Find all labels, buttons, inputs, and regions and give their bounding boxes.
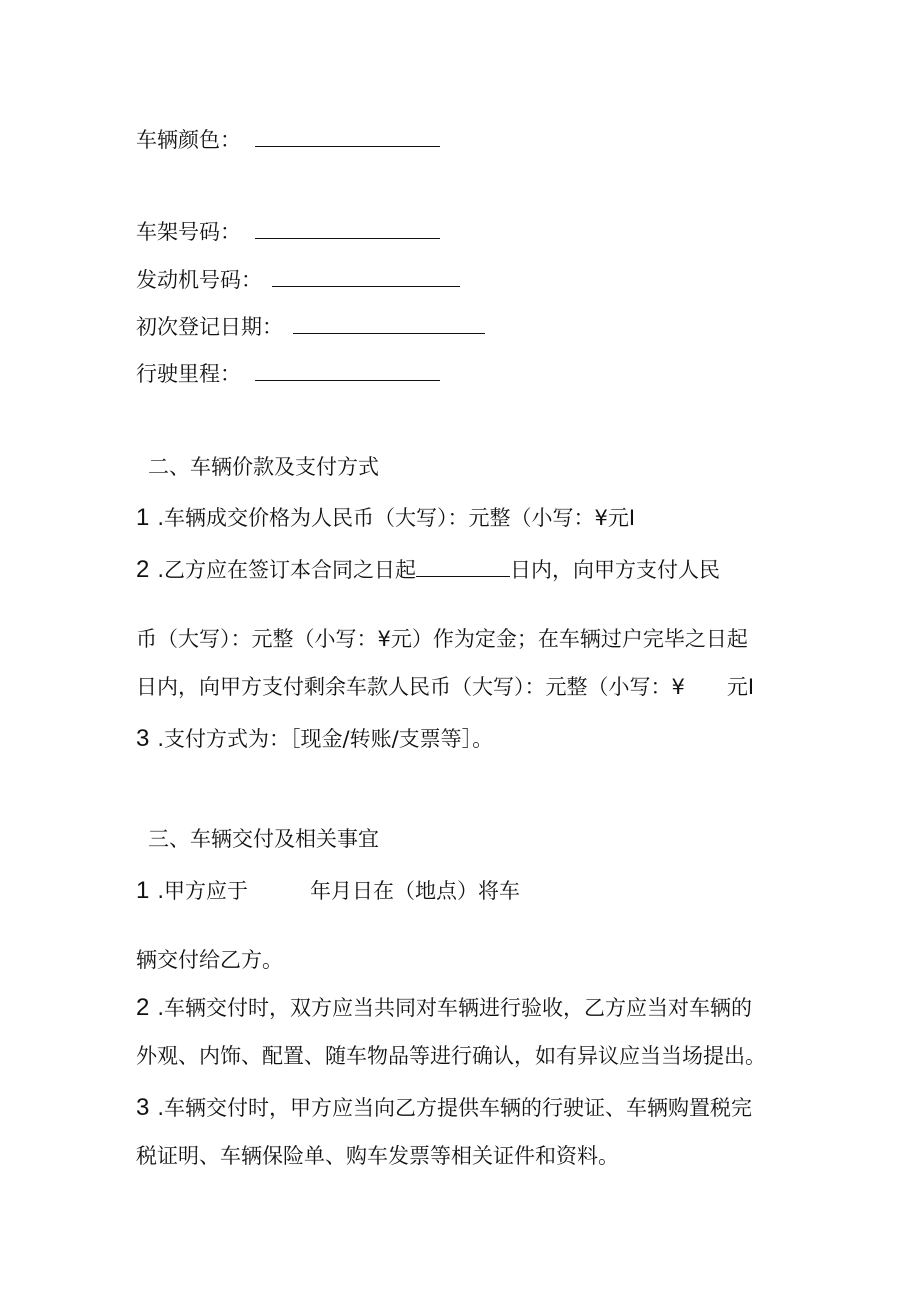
section2-item1-number: 1 [136, 504, 150, 531]
vehicle-color-blank [255, 126, 440, 147]
section3-item3-text: .车辆交付时，甲方应当向乙方提供车辆的行驶证、车辆购置税完 [157, 1096, 753, 1120]
section3-item1-text-b: 年月日在（地点）将车 [310, 879, 521, 903]
section3-item3 [136, 1094, 752, 1122]
mileage-label: 行驶里程： [136, 362, 241, 386]
first-registration-row [136, 313, 485, 341]
section3-item1-text-a: .甲方应于 [157, 879, 249, 903]
section2-item2 [136, 556, 720, 584]
vehicle-color-row [136, 126, 440, 154]
engine-number-label: 发动机号码： [136, 268, 262, 292]
section2-item2-cont1: 币（大写）：元整（小写：¥元）作为定金；在车辆过户完毕之日起 [136, 627, 748, 651]
first-registration-label: 初次登记日期： [136, 315, 283, 339]
section3-item2 [136, 994, 752, 1022]
section3-item3-cont: 税证明、车辆保险单、购车发票等相关证件和资料。 [136, 1144, 619, 1168]
section3-item1-number: 1 [136, 877, 150, 904]
section3-item1 [136, 877, 520, 905]
vehicle-color-label: 车辆颜色： [136, 128, 241, 152]
section2-item1 [136, 504, 635, 532]
section2-heading: 二、车辆价款及支付方式 [148, 455, 379, 479]
frame-number-row [136, 218, 440, 246]
section2-item3-number: 3 [136, 725, 150, 752]
mileage-row [136, 360, 440, 388]
section2-item3 [136, 725, 493, 753]
section2-days-blank [416, 556, 510, 577]
section3-item2-cont: 外观、内饰、配置、随车物品等进行确认，如有异议应当当场提出。 [136, 1044, 766, 1068]
section3-item1-cont: 辆交付给乙方。 [136, 948, 283, 972]
section3-item3-number: 3 [136, 1094, 150, 1121]
section2-item1-text: .车辆成交价格为人民币（大写）：元整（小写：¥元I [157, 506, 636, 530]
engine-number-blank [272, 266, 460, 287]
mileage-blank [255, 360, 440, 381]
section2-item2-number: 2 [136, 556, 150, 583]
section2-item2-cont2: 日内，向甲方支付剩余车款人民币（大写）：元整（小写：¥ 元I [136, 675, 755, 699]
section2-item2-text-a: .乙方应在签订本合同之日起 [157, 558, 417, 582]
section2-item3-text: .支付方式为：［现金/转账/支票等］。 [157, 727, 494, 751]
frame-number-blank [255, 218, 440, 239]
section3-item2-text: .车辆交付时，双方应当共同对车辆进行验收，乙方应当对车辆的 [157, 996, 753, 1020]
first-registration-blank [293, 313, 485, 334]
section3-heading: 三、车辆交付及相关事宜 [148, 827, 379, 851]
section2-item2-text-b: 日内，向甲方支付人民 [510, 558, 721, 582]
frame-number-label: 车架号码： [136, 220, 241, 244]
engine-number-row [136, 266, 460, 294]
section3-item2-number: 2 [136, 994, 150, 1021]
